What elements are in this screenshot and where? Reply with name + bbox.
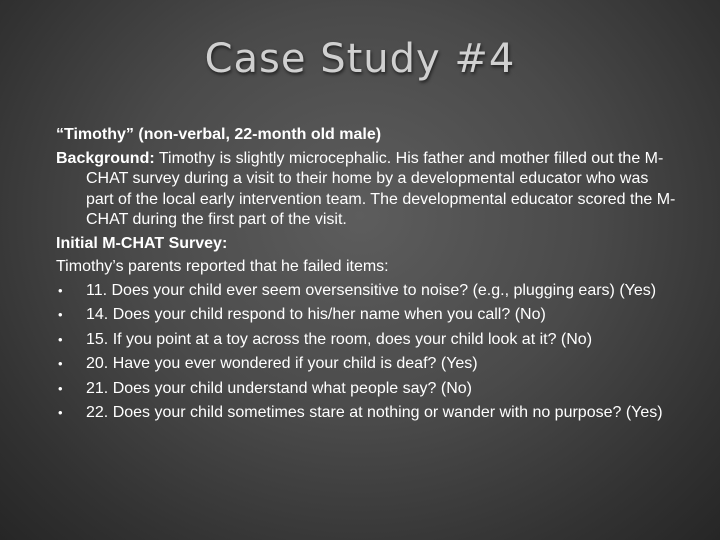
bullet-icon: • [58, 356, 63, 371]
list-item-text: 14. Does your child respond to his/her name when you call? (No) [86, 306, 546, 323]
list-item-text: 11. Does your child ever seem oversensitive to noise? (e.g., plugging ears) (Yes) [86, 281, 657, 299]
list-item [56, 330, 676, 351]
survey-intro: Timothy’s parents reported that he failed items: [56, 258, 389, 275]
bullet-icon: • [58, 380, 63, 396]
list-item [56, 354, 676, 375]
list-item [56, 379, 676, 400]
slide-title: Case Study #4 [204, 36, 516, 82]
list-item-text: 21. Does your child understand what people say? (No) [86, 379, 472, 397]
background-text: Timothy is slightly microcephalic. His father and mother filled out the M-CHAT survey during a visit to their home by a developmental educator who was part of the local early intervention team. The developmental educator scored the M-CHAT during the first part of the visit. [86, 149, 676, 228]
list-item-text: 22. Does your child sometimes stare at nothing or wander with no purpose? (Yes) [86, 404, 663, 421]
list-item-text: 15. If you point at a toy across the room, does your child look at it? (No) [86, 330, 593, 348]
background-paragraph [56, 149, 676, 231]
background-label: Background: [56, 149, 155, 167]
bullet-icon: • [58, 282, 63, 298]
bullet-icon: • [58, 307, 63, 322]
survey-heading: Initial M-CHAT Survey: [56, 234, 228, 252]
slide-body [56, 125, 676, 428]
list-item [56, 403, 676, 424]
list-item [56, 281, 676, 302]
bullet-icon: • [58, 331, 63, 347]
list-item [56, 305, 676, 326]
subject-line: “Timothy” (non-verbal, 22-month old male) [56, 126, 382, 143]
bullet-icon: • [58, 405, 63, 420]
list-item-text: 20. Have you ever wondered if your child is deaf? (Yes) [86, 355, 478, 372]
